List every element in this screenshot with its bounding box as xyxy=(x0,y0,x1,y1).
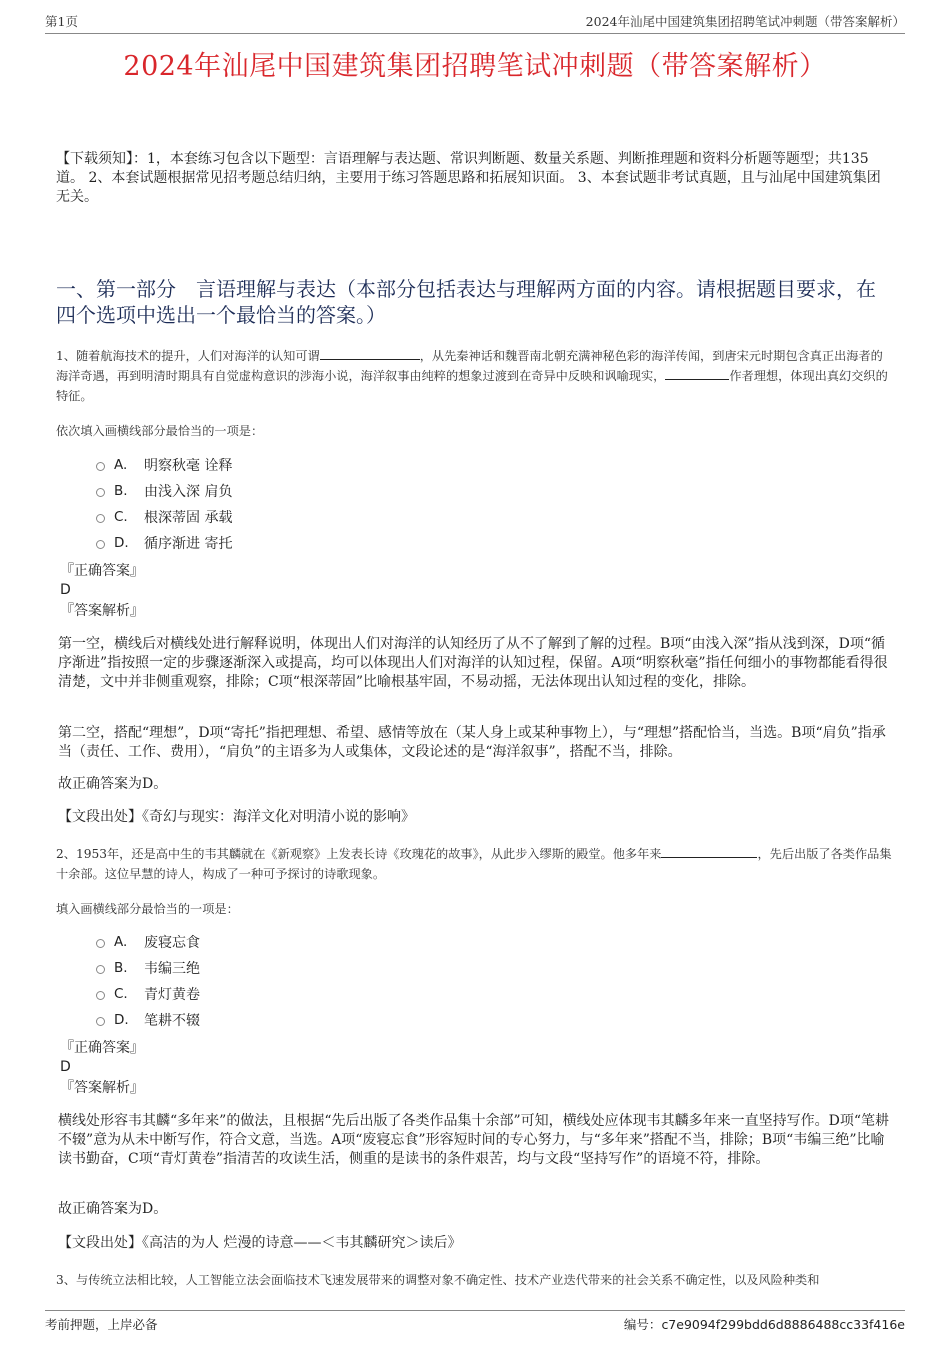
analysis-paragraph: 第一空，横线后对横线处进行解释说明，体现出人们对海洋的认知经历了从不了解到了解的过程。B项“由浅入深”指从浅到深，D项“循序渐进”指按照一定的步骤逐渐深入或提高，均可以体现出人们对海洋的认知过程，保留。A项“明察秋毫”指任何细小的事物都能看得很清楚，文中并非侧重观察，排除；C项“根深蒂固”比喻根基牢固，不易动摇，无法体现出认知过程的变化，排除。 xyxy=(58,636,888,690)
answer-value: D xyxy=(60,1059,71,1075)
fill-blank xyxy=(665,367,729,380)
option-d[interactable]: D. 笔耕不辍 xyxy=(96,1007,200,1033)
footer-code: 编号：c7e9094f299bdd6d8886488cc33f416e xyxy=(623,1317,905,1332)
radio-icon[interactable] xyxy=(96,965,105,974)
question-3-text: 3、与传统立法相比较，人工智能立法会面临技术飞速发展带来的调整对象不确定性、技术产业迭代带来的社会关系不确定性，以及风险种类和 xyxy=(56,1273,820,1287)
question-2-text: 2、1953年，还是高中生的韦其麟就在《新观察》上发表长诗《玫瑰花的故事》，从此步入缪斯的殿堂。他多年来 ，先后出版了各类作品集十余部。这位早慧的诗人，构成了一种可予探讨的诗歌现象。 xyxy=(56,847,892,881)
radio-icon[interactable] xyxy=(96,1017,105,1026)
question-2-prompt: 填入画横线部分最恰当的一项是： xyxy=(56,902,239,916)
radio-icon[interactable] xyxy=(96,939,105,948)
page-number: 第1页 xyxy=(45,14,78,29)
fill-blank xyxy=(661,845,757,858)
radio-icon[interactable] xyxy=(96,991,105,1000)
answer-label: 『正确答案』 xyxy=(60,1040,144,1056)
option-b[interactable]: B. 韦编三绝 xyxy=(96,955,200,981)
section-heading: 一、第一部分 言语理解与表达（本部分包括表达与理解两方面的内容。请根据题目要求，在四个选项中选出一个最恰当的答案。） xyxy=(56,277,876,327)
option-b[interactable]: B. 由浅入深 肩负 xyxy=(96,478,232,504)
download-notice: 【下载须知】：1，本套练习包含以下题型：言语理解与表达题、常识判断题、数量关系题、判断推理题和资料分析题等题型；共135道。 2、本套试题根据常见招考题总结归纳，主要用于练习答题思路和拓展知识面。 3、本套试题非考试真题，且与汕尾中国建筑集团无关。 xyxy=(56,151,881,205)
radio-icon[interactable] xyxy=(96,540,105,549)
conclusion: 故正确答案为D。 xyxy=(58,776,168,792)
question-2-options xyxy=(96,929,200,1033)
radio-icon[interactable] xyxy=(96,462,105,471)
option-a[interactable]: A. 废寝忘食 xyxy=(96,929,200,955)
fill-blank xyxy=(320,347,420,360)
option-d[interactable]: D. 循序渐进 寄托 xyxy=(96,530,232,556)
footer-slogan: 考前押题，上岸必备 xyxy=(45,1317,158,1332)
radio-icon[interactable] xyxy=(96,514,105,523)
answer-value: D xyxy=(60,582,71,598)
page-title: 2024年汕尾中国建筑集团招聘笔试冲刺题（带答案解析） xyxy=(123,51,827,82)
source-citation: 【文段出处】《奇幻与现实：海洋文化对明清小说的影响》 xyxy=(58,809,415,825)
conclusion: 故正确答案为D。 xyxy=(58,1201,168,1217)
analysis-paragraph: 横线处形容韦其麟“多年来”的做法，且根据“先后出版了各类作品集十余部”可知，横线处应体现韦其麟多年来一直坚持写作。D项“笔耕不辍”意为从未中断写作，符合文意，当选。A项“废寝忘食”形容短时间的专心努力，与“多年来”搭配不当，排除；B项“韦编三绝”比喻读书勤奋，C项“青灯黄卷”指清苦的攻读生活，侧重的是读书的条件艰苦，均与文段“坚持写作”的语境不符，排除。 xyxy=(58,1113,890,1167)
answer-label: 『正确答案』 xyxy=(60,563,144,579)
analysis-label: 『答案解析』 xyxy=(60,603,144,619)
analysis-label: 『答案解析』 xyxy=(60,1080,144,1096)
source-citation: 【文段出处】《高洁的为人 烂漫的诗意——＜韦其麟研究＞读后》 xyxy=(58,1235,462,1251)
page-header xyxy=(45,12,905,34)
option-c[interactable]: C. 根深蒂固 承载 xyxy=(96,504,232,530)
question-1-options xyxy=(96,452,232,556)
page-footer xyxy=(45,1310,905,1333)
option-c[interactable]: C. 青灯黄卷 xyxy=(96,981,200,1007)
option-a[interactable]: A. 明察秋毫 诠释 xyxy=(96,452,232,478)
analysis-paragraph: 第二空，搭配“理想”，D项“寄托”指把理想、希望、感情等放在（某人身上或某种事物上），与“理想”搭配恰当，当选。B项“肩负”指承当（责任、工作、费用），“肩负”的主语多为人或集体，文段论述的是“海洋叙事”，搭配不当，排除。 xyxy=(58,725,886,760)
question-1-prompt: 依次填入画横线部分最恰当的一项是： xyxy=(56,424,264,438)
radio-icon[interactable] xyxy=(96,488,105,497)
header-doc-title: 2024年汕尾中国建筑集团招聘笔试冲刺题（带答案解析） xyxy=(585,14,905,29)
question-1-text: 1、随着航海技术的提升，人们对海洋的认知可谓 ，从先秦神话和魏晋南北朝充满神秘色彩的海洋传闻，到唐宋元时期包含真正出海者的海洋奇遇，再到明清时期具有自觉虚构意识的涉海小说，海洋叙事由纯粹的想象过渡到在奇异中反映和讽喻现实， 作者理想，体现出真幻交织的特征。 xyxy=(56,349,888,403)
